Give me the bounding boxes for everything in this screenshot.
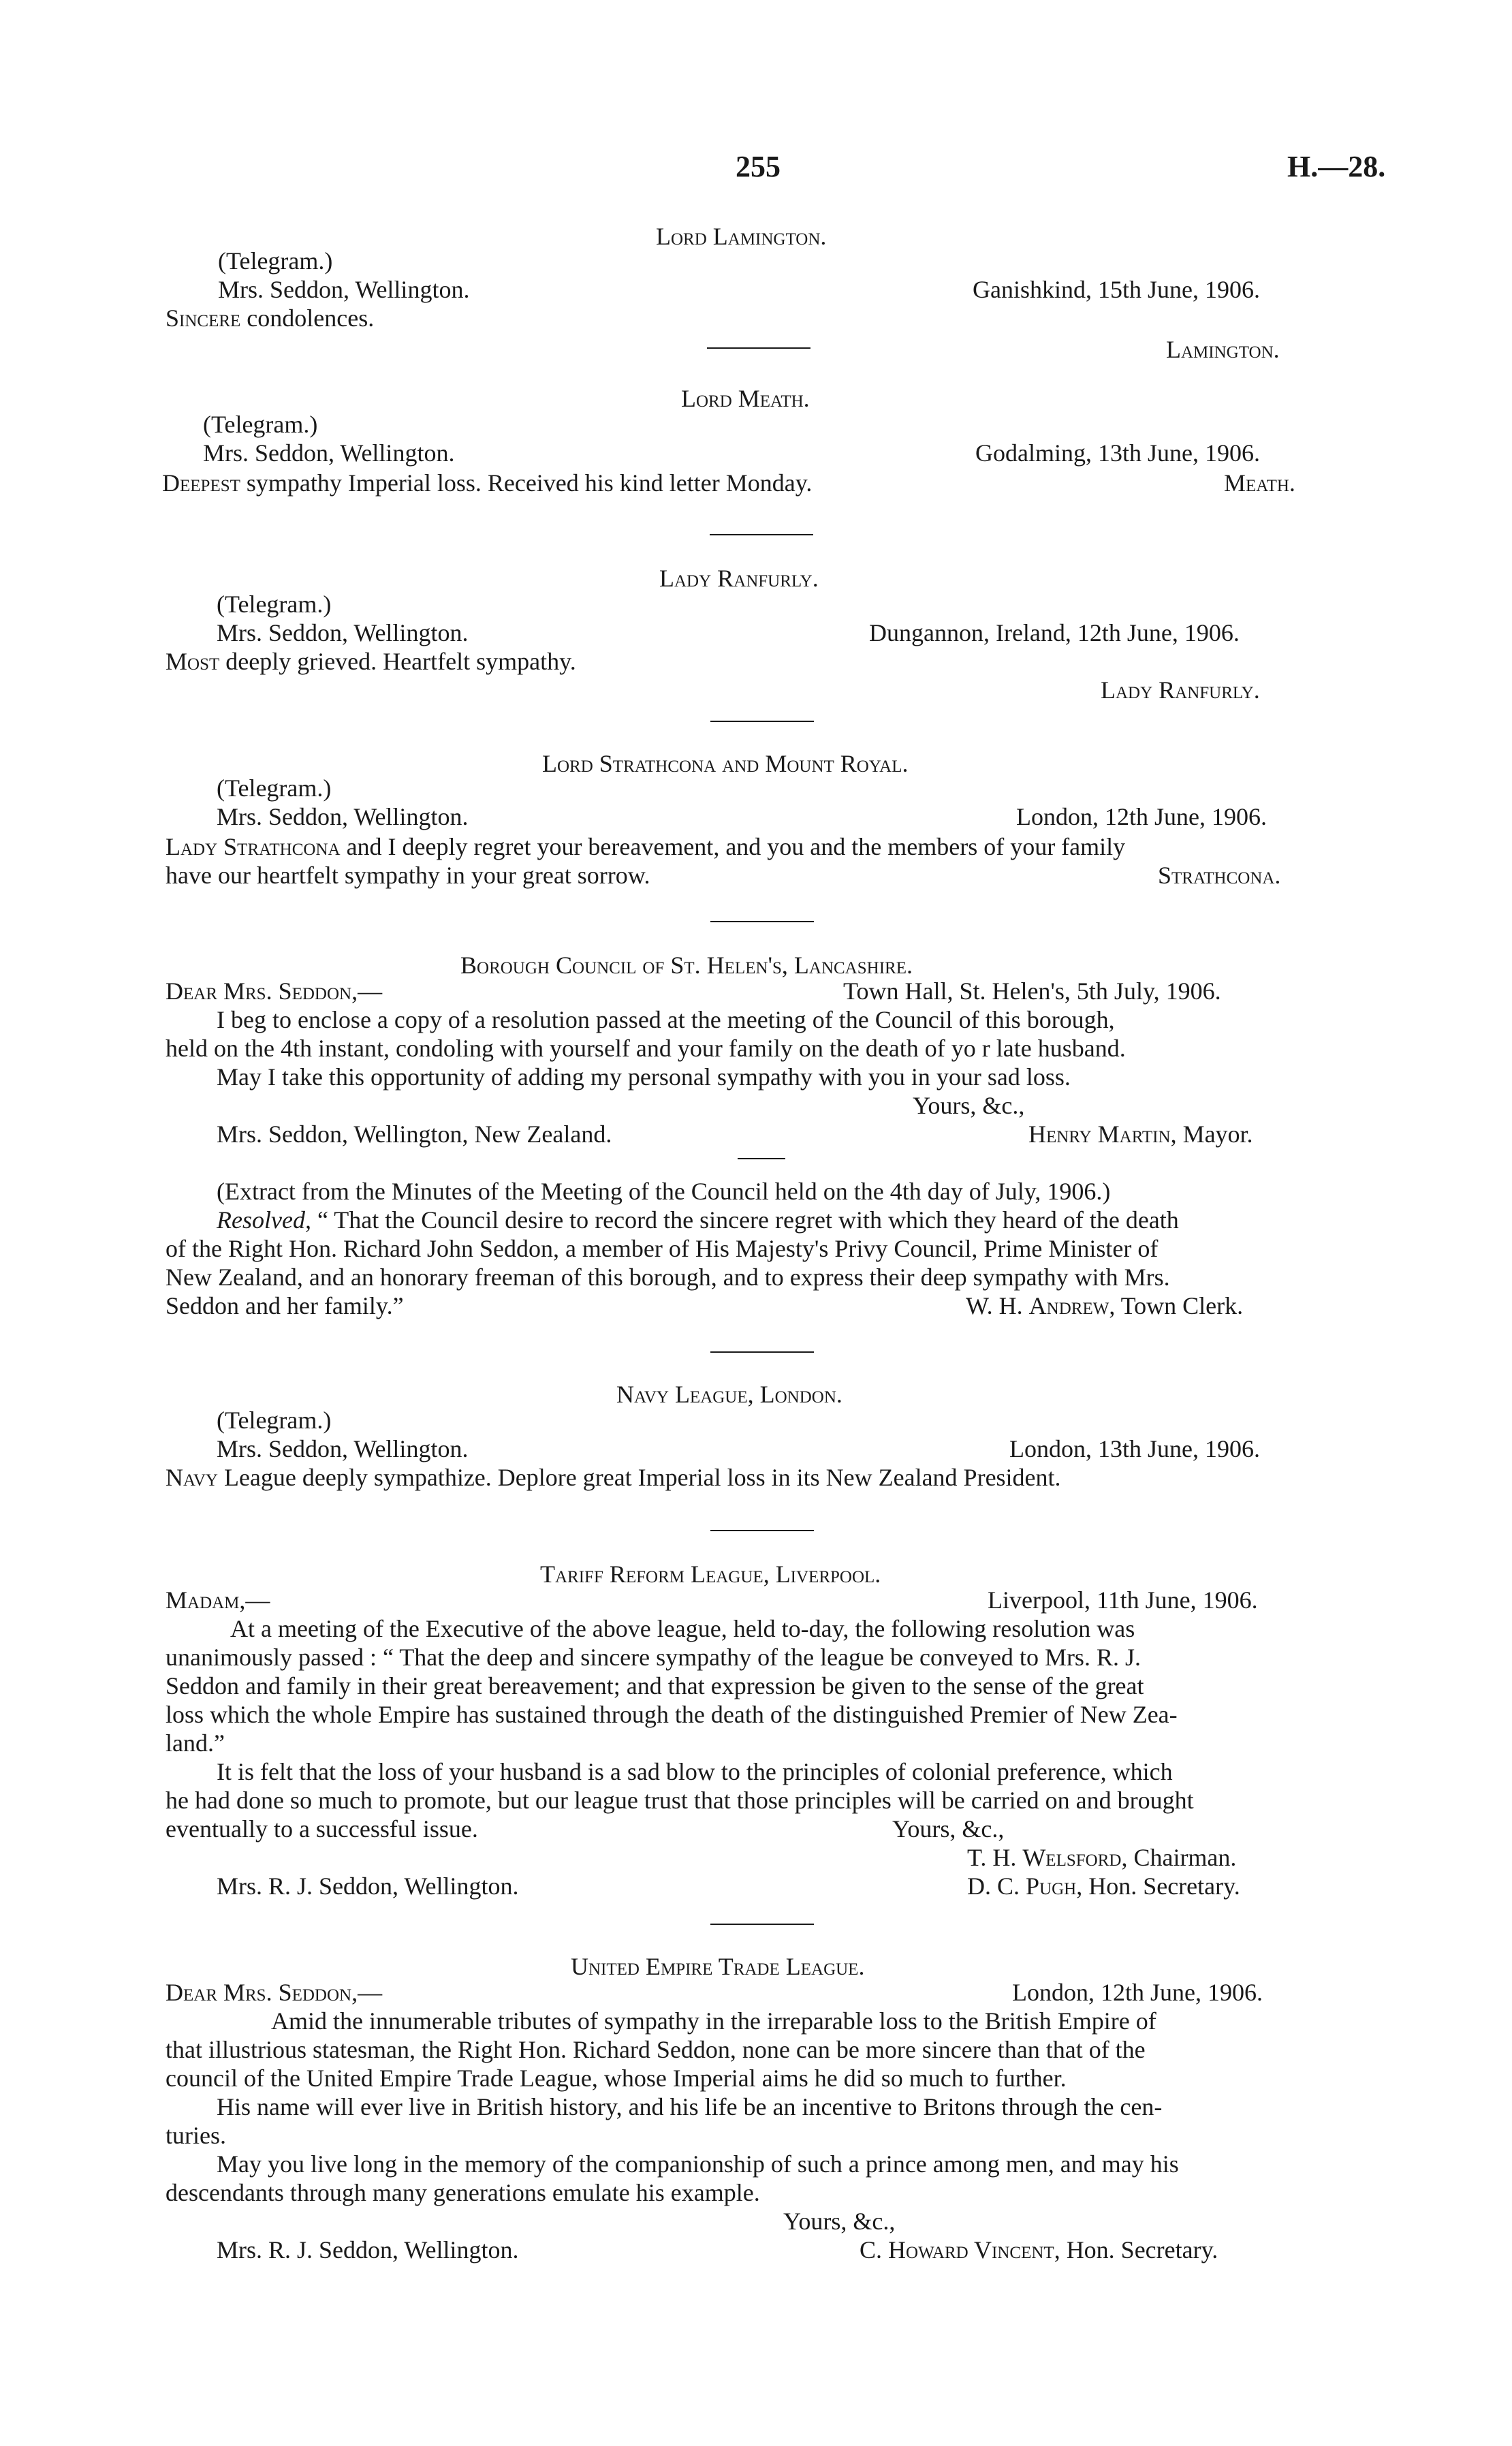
place-date: Liverpool, 11th June, 1906. <box>988 1586 1258 1614</box>
body-line: turies. <box>166 2122 226 2149</box>
body-line: unanimously passed : “ That the deep and sincere sympathy of the league be conveyed to Mrs. R. J. <box>166 1644 1141 1671</box>
addressee: Mrs. Seddon, Wellington, New Zealand. <box>217 1120 612 1148</box>
telegram-label: (Telegram.) <box>217 774 332 802</box>
body-line: His name will ever live in British history, and his life be an incentive to Britons through the cen- <box>217 2093 1163 2120</box>
section-heading: Lord Lamington. <box>656 223 827 250</box>
clerk-signature: W. H. Andrew, Town Clerk. <box>966 1292 1244 1319</box>
signer-title: , Mayor. <box>1170 1120 1253 1148</box>
body-line: Amid the innumerable tributes of sympathy in the irreparable loss to the British Empire of <box>271 2007 1156 2035</box>
body-line: Seddon and family in their great bereavement; and that expression be given to the sense of the great <box>166 1672 1144 1699</box>
secretary-signature: C. Howard Vincent, Hon. Secretary. <box>860 2236 1218 2263</box>
message-body: condolences. <box>240 304 375 332</box>
chairman-name: Welsford <box>1022 1844 1122 1871</box>
message-body: sympathy Imperial loss. Received his kind letter Monday. <box>240 469 813 497</box>
telegram-text <box>166 304 374 332</box>
section-divider <box>710 534 813 535</box>
short-divider <box>738 1158 785 1159</box>
body-line: eventually to a successful issue. <box>166 1815 478 1843</box>
secretary-name: Howard Vincent <box>888 2236 1054 2263</box>
lead-word: Navy <box>166 1464 218 1491</box>
telegram-text <box>166 647 576 676</box>
message-line: have our heartfelt sympathy in your great sorrow. <box>166 862 650 889</box>
place-date: London, 12th June, 1906. <box>1012 1979 1263 2006</box>
body-line: land.” <box>166 1729 225 1757</box>
lead-words: Lady Strathcona <box>166 833 341 860</box>
signature: Strathcona. <box>1158 862 1281 889</box>
body-line: I beg to enclose a copy of a resolution passed at the meeting of the Council of this borough, <box>217 1006 1115 1033</box>
body-line: held on the 4th instant, condoling with yourself and your family on the death of yo r late husband. <box>166 1035 1126 1062</box>
lead-word: Sincere <box>166 304 241 332</box>
signature: Meath. <box>1224 469 1295 497</box>
message-body: deeply grieved. Heartfelt sympathy. <box>219 648 576 675</box>
section-heading: Tariff Reform League, Liverpool. <box>540 1561 881 1588</box>
section-heading: Borough Council of St. Helen's, Lancashire. <box>460 952 913 979</box>
lead-word: Deepest <box>162 469 240 497</box>
body-line: he had done so much to promote, but our league trust that those principles will be carried on and brought <box>166 1787 1194 1814</box>
place-date: Town Hall, St. Helen's, 5th July, 1906. <box>843 977 1221 1005</box>
addressee: Mrs. Seddon, Wellington. <box>217 803 469 830</box>
body-line: that illustrious statesman, the Right Hon. Richard Seddon, none can be more sincere than that of the <box>166 2036 1146 2063</box>
salutation: Dear Mrs. Seddon,— <box>166 1979 383 2006</box>
addressee: Mrs. R. J. Seddon, Wellington. <box>217 1872 519 1900</box>
body-line: May you live long in the memory of the companionship of such a prince among men, and may his <box>217 2150 1179 2178</box>
message-body: League deeply sympathize. Deplore great Imperial loss in its New Zealand President. <box>217 1464 1061 1491</box>
section-divider <box>710 1530 814 1531</box>
section-heading: Lady Ranfurly. <box>659 565 819 592</box>
section-heading: Navy League, London. <box>616 1381 842 1408</box>
addressee: Mrs. Seddon, Wellington. <box>217 1435 469 1462</box>
page-number: 255 <box>736 150 781 183</box>
telegram-label: (Telegram.) <box>218 247 333 275</box>
closing: Yours, &c., <box>892 1815 1005 1843</box>
resolution-line: of the Right Hon. Richard John Seddon, a member of His Majesty's Privy Council, Prime Minister of <box>166 1235 1159 1262</box>
telegram-text <box>166 1463 1061 1492</box>
body-line: May I take this opportunity of adding my personal sympathy with you in your sad loss. <box>217 1063 1071 1091</box>
section-divider <box>707 347 810 349</box>
place-date: Godalming, 13th June, 1906. <box>975 439 1260 467</box>
signature <box>1028 1120 1253 1148</box>
resolved-word: Resolved, <box>217 1206 311 1234</box>
section-divider <box>710 921 814 922</box>
telegram-label: (Telegram.) <box>203 411 318 438</box>
extract-title: (Extract from the Minutes of the Meeting of the Council held on the 4th day of July, 1906.) <box>217 1178 1111 1205</box>
signature: Lamington. <box>1166 336 1280 363</box>
resolution-line: Seddon and her family.” <box>166 1292 404 1319</box>
addressee: Mrs. R. J. Seddon, Wellington. <box>217 2236 519 2263</box>
body-line: descendants through many generations emulate his example. <box>166 2179 760 2206</box>
section-heading: Lord Strathcona and Mount Royal. <box>542 750 909 777</box>
salutation: Madam,— <box>166 1586 270 1614</box>
section-divider <box>710 1924 814 1925</box>
document-reference: H.—28. <box>1287 150 1386 183</box>
secretary-signature: D. C. Pugh, Hon. Secretary. <box>967 1872 1240 1900</box>
section-divider <box>710 1351 814 1353</box>
salutation: Dear Mrs. Seddon,— <box>166 977 383 1005</box>
addressee: Mrs. Seddon, Wellington. <box>218 276 470 303</box>
closing: Yours, &c., <box>783 2208 896 2235</box>
place-date: Ganishkind, 15th June, 1906. <box>973 276 1260 303</box>
body-line: council of the United Empire Trade League, whose Imperial aims he did so much to further. <box>166 2065 1067 2092</box>
signature: Lady Ranfurly. <box>1101 676 1260 704</box>
telegram-label: (Telegram.) <box>217 1407 332 1434</box>
section-heading: United Empire Trade League. <box>571 1953 865 1980</box>
section-heading: Lord Meath. <box>681 385 810 412</box>
signer-name: Henry Martin <box>1028 1120 1171 1148</box>
clerk-name: Andrew <box>1028 1292 1109 1319</box>
telegram-text <box>162 469 812 497</box>
closing: Yours, &c., <box>913 1092 1025 1119</box>
resolution-line: New Zealand, and an honorary freeman of this borough, and to express their deep sympathy with Mrs. <box>166 1264 1170 1291</box>
message-line: Lady Strathcona and I deeply regret your bereavement, and you and the members of your family <box>166 833 1126 860</box>
telegram-label: (Telegram.) <box>217 591 332 618</box>
secretary-name: Pugh <box>1026 1872 1077 1900</box>
body-line: At a meeting of the Executive of the above league, held to-day, the following resolution was <box>230 1615 1135 1642</box>
addressee: Mrs. Seddon, Wellington. <box>217 619 469 646</box>
body-line: loss which the whole Empire has sustained through the death of the distinguished Premier of New Zea- <box>166 1701 1178 1728</box>
lead-word: Most <box>166 648 220 675</box>
resolution-line: Resolved, “ That the Council desire to record the sincere regret with which they heard of the death <box>217 1206 1179 1234</box>
place-date: London, 12th June, 1906. <box>1016 803 1267 830</box>
body-line: It is felt that the loss of your husband is a sad blow to the principles of colonial preference, which <box>217 1758 1173 1785</box>
chairman-signature: T. H. Welsford, Chairman. <box>967 1844 1237 1871</box>
place-date: Dungannon, Ireland, 12th June, 1906. <box>869 619 1240 646</box>
place-date: London, 13th June, 1906. <box>1009 1435 1260 1462</box>
addressee: Mrs. Seddon, Wellington. <box>203 439 455 467</box>
section-divider <box>710 721 814 722</box>
